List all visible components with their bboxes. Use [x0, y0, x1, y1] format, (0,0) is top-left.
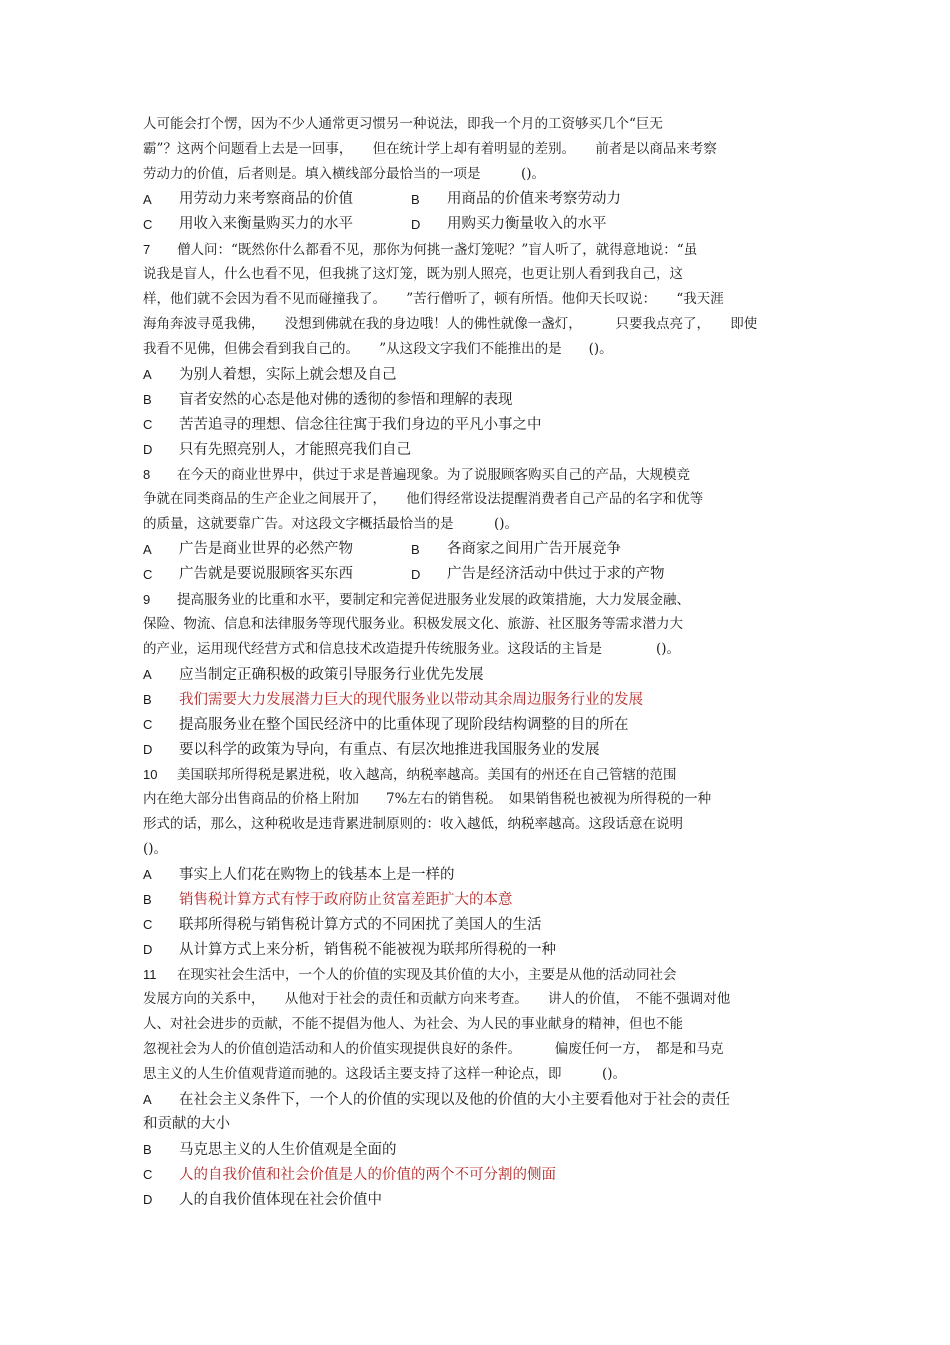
option-letter: B [143, 892, 152, 907]
option-text: 从计算方式上来分析，销售税不能被视为联邦所得税的一种 [179, 942, 556, 958]
option-c [143, 712, 808, 737]
question-line: 保险、物流、信息和法律服务等现代服务业。积极发展文化、旅游、社区服务等需求潜力大 [143, 616, 683, 632]
option-d [143, 1187, 808, 1212]
question-line: 的产业，运用现代经营方式和信息技术改造提升传统服务业。这段话的主旨是 ()。 [143, 641, 681, 657]
option-a [143, 362, 808, 387]
option-b [143, 687, 808, 712]
question-number: 10 [143, 767, 158, 782]
option-text: 人的自我价值体现在社会价值中 [179, 1192, 382, 1208]
option-text: 用劳动力来考察商品的价值 [179, 191, 353, 207]
question-line: 海角奔波寻觅我佛， 没想到佛就在我的身边哦！人的佛性就像一盏灯， 只要我点亮了， 即使 [143, 316, 758, 332]
option-text: 马克思主义的人生价值观是全面的 [179, 1142, 397, 1158]
question-text: 提高服务业的比重和水平，要制定和完善促进服务业发展的政策措施，大力发展金融、 [177, 592, 690, 608]
question-line: 内在绝大部分出售商品的价格上附加 7%左右的销售税。 如果销售税也被视为所得税的一种 [143, 791, 712, 807]
option-text: 苦苦追寻的理想、信念往往寓于我们身边的平凡小事之中 [179, 417, 542, 433]
option-letter: B [411, 192, 420, 207]
question-line: 发展方向的关系中， 从他对于社会的责任和贡献方向来考查。 讲人的价值， 不能不强调对他 [143, 991, 731, 1007]
option-a [143, 1087, 808, 1112]
option-text: 广告是商业世界的必然产物 [179, 541, 353, 557]
question-7 [143, 237, 808, 462]
option-c [143, 1162, 808, 1187]
question-text: 在今天的商业世界中，供过于求是普遍现象。为了说服顾客购买自己的产品，大规模竞 [177, 467, 690, 483]
question-text: 美国联邦所得税是累进税，收入越高，纳税率越高。美国有的州还在自己管辖的范围 [177, 767, 677, 783]
option-letter: C [143, 217, 153, 232]
question-line: 人、对社会进步的贡献，不能不提倡为他人、为社会、为人民的事业献身的精神，但也不能 [143, 1016, 683, 1032]
question-line: 说我是盲人，什么也看不见，但我挑了这灯笼，既为别人照亮，也更让别人看到我自己，这 [143, 266, 683, 282]
question-number: 11 [143, 967, 157, 982]
option-letter: A [143, 367, 152, 382]
option-row [143, 187, 808, 212]
option-letter: B [143, 1142, 152, 1157]
question-number: 9 [143, 592, 151, 607]
option-text-highlighted: 人的自我价值和社会价值是人的价值的两个不可分割的侧面 [179, 1167, 556, 1183]
question-line [143, 762, 808, 787]
option-b [143, 387, 808, 412]
option-b [143, 1137, 808, 1162]
option-d [143, 437, 808, 462]
option-a [143, 862, 808, 887]
passage-line: 霸”？这两个问题看上去是一回事， 但在统计学上却有着明显的差别。 前者是以商品来考察 [143, 141, 717, 157]
passage-line: 人可能会打个愣，因为不少人通常更习惯另一种说法，即我一个月的工资够买几个“巨无 [143, 116, 663, 132]
question-line: 争就在同类商品的生产企业之间展开了， 他们得经常设法提醒消费者自己产品的名字和优等 [143, 491, 704, 507]
option-letter: D [143, 442, 153, 457]
option-letter: C [143, 717, 153, 732]
option-text: 盲者安然的心态是他对佛的透彻的参悟和理解的表现 [179, 392, 513, 408]
option-b [143, 887, 808, 912]
question-11 [143, 962, 808, 1212]
option-row [143, 562, 808, 587]
question-text: 在现实社会生活中，一个人的价值的实现及其价值的大小，主要是从他的活动同社会 [177, 967, 677, 983]
question-10 [143, 762, 808, 962]
option-text: 为别人着想，实际上就会想及自己 [179, 367, 397, 383]
option-c [143, 912, 808, 937]
question-9 [143, 587, 808, 762]
option-c [143, 412, 808, 437]
option-a [143, 662, 808, 687]
option-d [143, 737, 808, 762]
question-line [143, 462, 808, 487]
question-line: 样，他们就不会因为看不见而碰撞我了。 ”苦行僧听了，顿有所悟。他仰天长叹说： “我天涯 [143, 291, 724, 307]
option-text: 广告是经济活动中供过于求的产物 [447, 566, 665, 582]
question-line [143, 962, 808, 987]
option-letter: B [143, 692, 152, 707]
question-line: 我看不见佛，但佛会看到我自己的。 ”从这段文字我们不能推出的是 ()。 [143, 341, 613, 357]
question-line [143, 237, 808, 262]
question-number: 8 [143, 467, 151, 482]
option-letter: C [143, 1167, 153, 1182]
option-text-continued: 和贡献的大小 [143, 1116, 230, 1132]
option-text: 广告就是要说服顾客买东西 [179, 566, 353, 582]
option-letter: D [143, 742, 153, 757]
option-letter: C [143, 917, 153, 932]
document-page [143, 112, 808, 1212]
question-text: 僧人问：“既然你什么都看不见，那你为何挑一盏灯笼呢？”盲人听了，就得意地说：“虽 [177, 242, 698, 258]
option-row [143, 537, 808, 562]
question-line [143, 587, 808, 612]
option-text: 各商家之间用广告开展竞争 [447, 541, 621, 557]
option-letter: D [143, 1192, 153, 1207]
question-line: ()。 [143, 841, 168, 857]
option-letter: D [411, 567, 421, 582]
question-8 [143, 462, 808, 587]
option-letter: C [143, 567, 153, 582]
option-text: 在社会主义条件下，一个人的价值的实现以及他的价值的大小主要看他对于社会的责任 [179, 1092, 730, 1108]
option-letter: C [143, 417, 153, 432]
option-letter: B [143, 392, 152, 407]
option-letter: A [143, 667, 152, 682]
option-letter: A [143, 192, 152, 207]
option-text: 应当制定正确积极的政策引导服务行业优先发展 [179, 667, 484, 683]
option-letter: D [143, 942, 153, 957]
question-line: 形式的话，那么，这种税收是违背累进制原则的：收入越低，纳税率越高。这段话意在说明 [143, 816, 683, 832]
option-letter: A [143, 542, 152, 557]
option-text: 用购买力衡量收入的水平 [447, 216, 607, 232]
intro-passage [143, 112, 808, 187]
option-text: 只有先照亮别人，才能照亮我们自己 [179, 442, 411, 458]
option-row [143, 212, 808, 237]
option-text: 用商品的价值来考察劳动力 [447, 191, 621, 207]
option-d [143, 937, 808, 962]
option-text-highlighted: 我们需要大力发展潜力巨大的现代服务业以带动其余周边服务行业的发展 [179, 692, 643, 708]
option-letter: B [411, 542, 420, 557]
option-text: 要以科学的政策为导向，有重点、有层次地推进我国服务业的发展 [179, 742, 600, 758]
option-letter: A [143, 1092, 152, 1107]
question-line: 忽视社会为人的价值创造活动和人的价值实现提供良好的条件。 偏废任何一方， 都是和马克 [143, 1041, 724, 1057]
option-text: 事实上人们花在购物上的钱基本上是一样的 [179, 867, 455, 883]
question-line: 的质量，这就要靠广告。对这段文字概括最恰当的是 ()。 [143, 516, 519, 532]
option-text: 联邦所得税与销售税计算方式的不同困扰了美国人的生活 [179, 917, 542, 933]
option-text: 用收入来衡量购买力的水平 [179, 216, 353, 232]
option-text-highlighted: 销售税计算方式有悖于政府防止贫富差距扩大的本意 [179, 892, 513, 908]
option-letter: D [411, 217, 421, 232]
question-line: 思主义的人生价值观背道而驰的。这段话主要支持了这样一种论点，即 ()。 [143, 1066, 627, 1082]
passage-line: 劳动力的价值，后者则是。填入横线部分最恰当的一项是 ()。 [143, 166, 546, 182]
question-number: 7 [143, 242, 151, 257]
option-text: 提高服务业在整个国民经济中的比重体现了现阶段结构调整的目的所在 [179, 717, 629, 733]
option-letter: A [143, 867, 152, 882]
